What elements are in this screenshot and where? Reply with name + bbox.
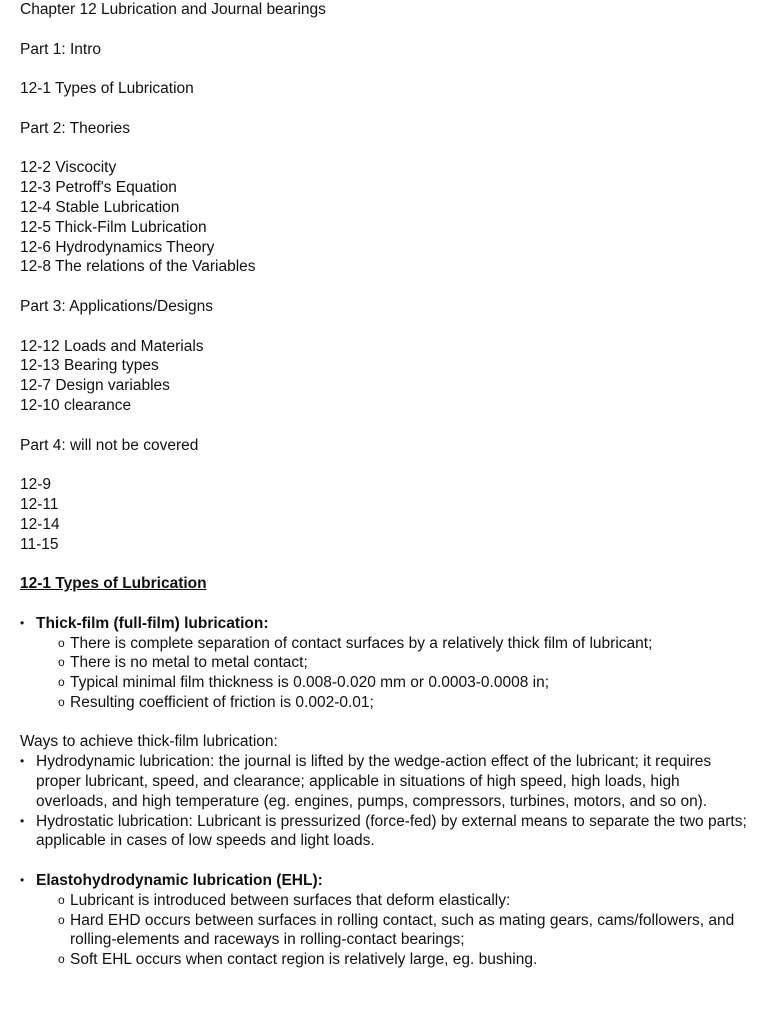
sub-bullet-glyph: o [58, 675, 65, 690]
part-3-title: Part 3: Applications/Designs [20, 297, 213, 315]
hydrostatic-text: Hydrostatic lubrication: Lubricant is pressurized (force-fed) by external means to separate the two parts; applicable in cases of low speeds and light loads. [36, 812, 747, 850]
ehl-point: Lubricant is introduced between surfaces that deform elastically: [70, 891, 511, 909]
sub-bullet-glyph: o [58, 952, 65, 967]
thick-film-point: Typical minimal film thickness is 0.008-0.020 mm or 0.0003-0.0008 in; [70, 674, 549, 692]
part-4-item: 11-15 [20, 535, 59, 553]
spacer [20, 317, 755, 337]
bullet-item [20, 752, 755, 811]
part-4-title: Part 4: will not be covered [20, 436, 199, 454]
spacer [20, 455, 755, 475]
hydrodynamic-text: Hydrodynamic lubrication: the journal is lifted by the wedge-action effect of the lubricant; it requires proper lubricant, speed, and clearance; applicable in situations of high speed, high loads, high overloads, and high temperature (eg. engines, pumps, compressors, turbines, motors, and so on). [36, 753, 712, 810]
chapter-title: Chapter 12 Lubrication and Journal bearings [20, 1, 326, 18]
thick-film-point: There is no metal to metal contact; [70, 654, 308, 672]
sub-bullet-glyph: o [58, 635, 65, 650]
spacer [20, 713, 755, 733]
spacer [20, 99, 755, 119]
bullet-item [20, 614, 755, 634]
bullet-item [20, 812, 755, 852]
thick-film-point: Resulting coefficient of friction is 0.002-0.01; [70, 693, 374, 711]
part-2-item: 12-8 The relations of the Variables [20, 258, 256, 276]
spacer [20, 139, 755, 159]
bullet-item [20, 871, 755, 891]
part-2-item: 12-3 Petroff's Equation [20, 179, 177, 197]
sub-bullet-glyph: o [58, 694, 65, 709]
part-1-title: Part 1: Intro [20, 40, 101, 58]
sub-bullet-item [20, 911, 755, 951]
sub-bullet-item [20, 653, 755, 673]
spacer [20, 851, 755, 871]
ehl-point: Hard EHD occurs between surfaces in rolling contact, such as mating gears, cams/followers, and rolling-elements and raceways in rolling-contact bearings; [70, 911, 735, 949]
spacer [20, 20, 755, 40]
part-2-item: 12-6 Hydrodynamics Theory [20, 238, 215, 256]
part-2-item: 12-2 Viscocity [20, 159, 117, 177]
bullet-glyph: • [20, 754, 25, 769]
part-4-item: 12-9 [20, 476, 52, 494]
thick-film-point: There is complete separation of contact surfaces by a relatively thick film of lubricant; [70, 634, 653, 652]
sub-bullet-glyph: o [58, 892, 65, 907]
sub-bullet-item [20, 950, 755, 970]
sub-bullet-item [20, 693, 755, 713]
spacer [20, 59, 755, 79]
sub-bullet-item [20, 673, 755, 693]
spacer [20, 277, 755, 297]
spacer [20, 416, 755, 436]
part-3-item: 12-7 Design variables [20, 377, 170, 395]
part-4-item: 12-14 [20, 515, 60, 533]
part-3-item: 12-12 Loads and Materials [20, 337, 204, 355]
part-3-item: 12-10 clearance [20, 396, 132, 414]
thick-film-title: Thick-film (full-film) lubrication: [36, 614, 269, 632]
bullet-glyph: • [20, 873, 25, 888]
bullet-glyph: • [20, 813, 25, 828]
sub-bullet-glyph: o [58, 912, 65, 927]
spacer [20, 594, 755, 614]
part-1-item: 12-1 Types of Lubrication [20, 80, 194, 98]
ehl-point: Soft EHL occurs when contact region is relatively large, eg. bushing. [70, 951, 538, 969]
document-page [20, 0, 755, 970]
sub-bullet-item [20, 634, 755, 654]
part-2-item: 12-5 Thick-Film Lubrication [20, 218, 207, 236]
spacer [20, 554, 755, 574]
sub-bullet-item [20, 891, 755, 911]
section-heading: 12-1 Types of Lubrication [20, 575, 207, 593]
part-2-title: Part 2: Theories [20, 119, 130, 137]
ehl-title: Elastohydrodynamic lubrication (EHL): [36, 872, 323, 890]
bullet-glyph: • [20, 615, 25, 630]
ways-intro: Ways to achieve thick-film lubrication: [20, 733, 278, 751]
part-2-item: 12-4 Stable Lubrication [20, 198, 180, 216]
sub-bullet-glyph: o [58, 655, 65, 670]
part-4-item: 12-11 [20, 495, 59, 513]
part-3-item: 12-13 Bearing types [20, 357, 159, 375]
